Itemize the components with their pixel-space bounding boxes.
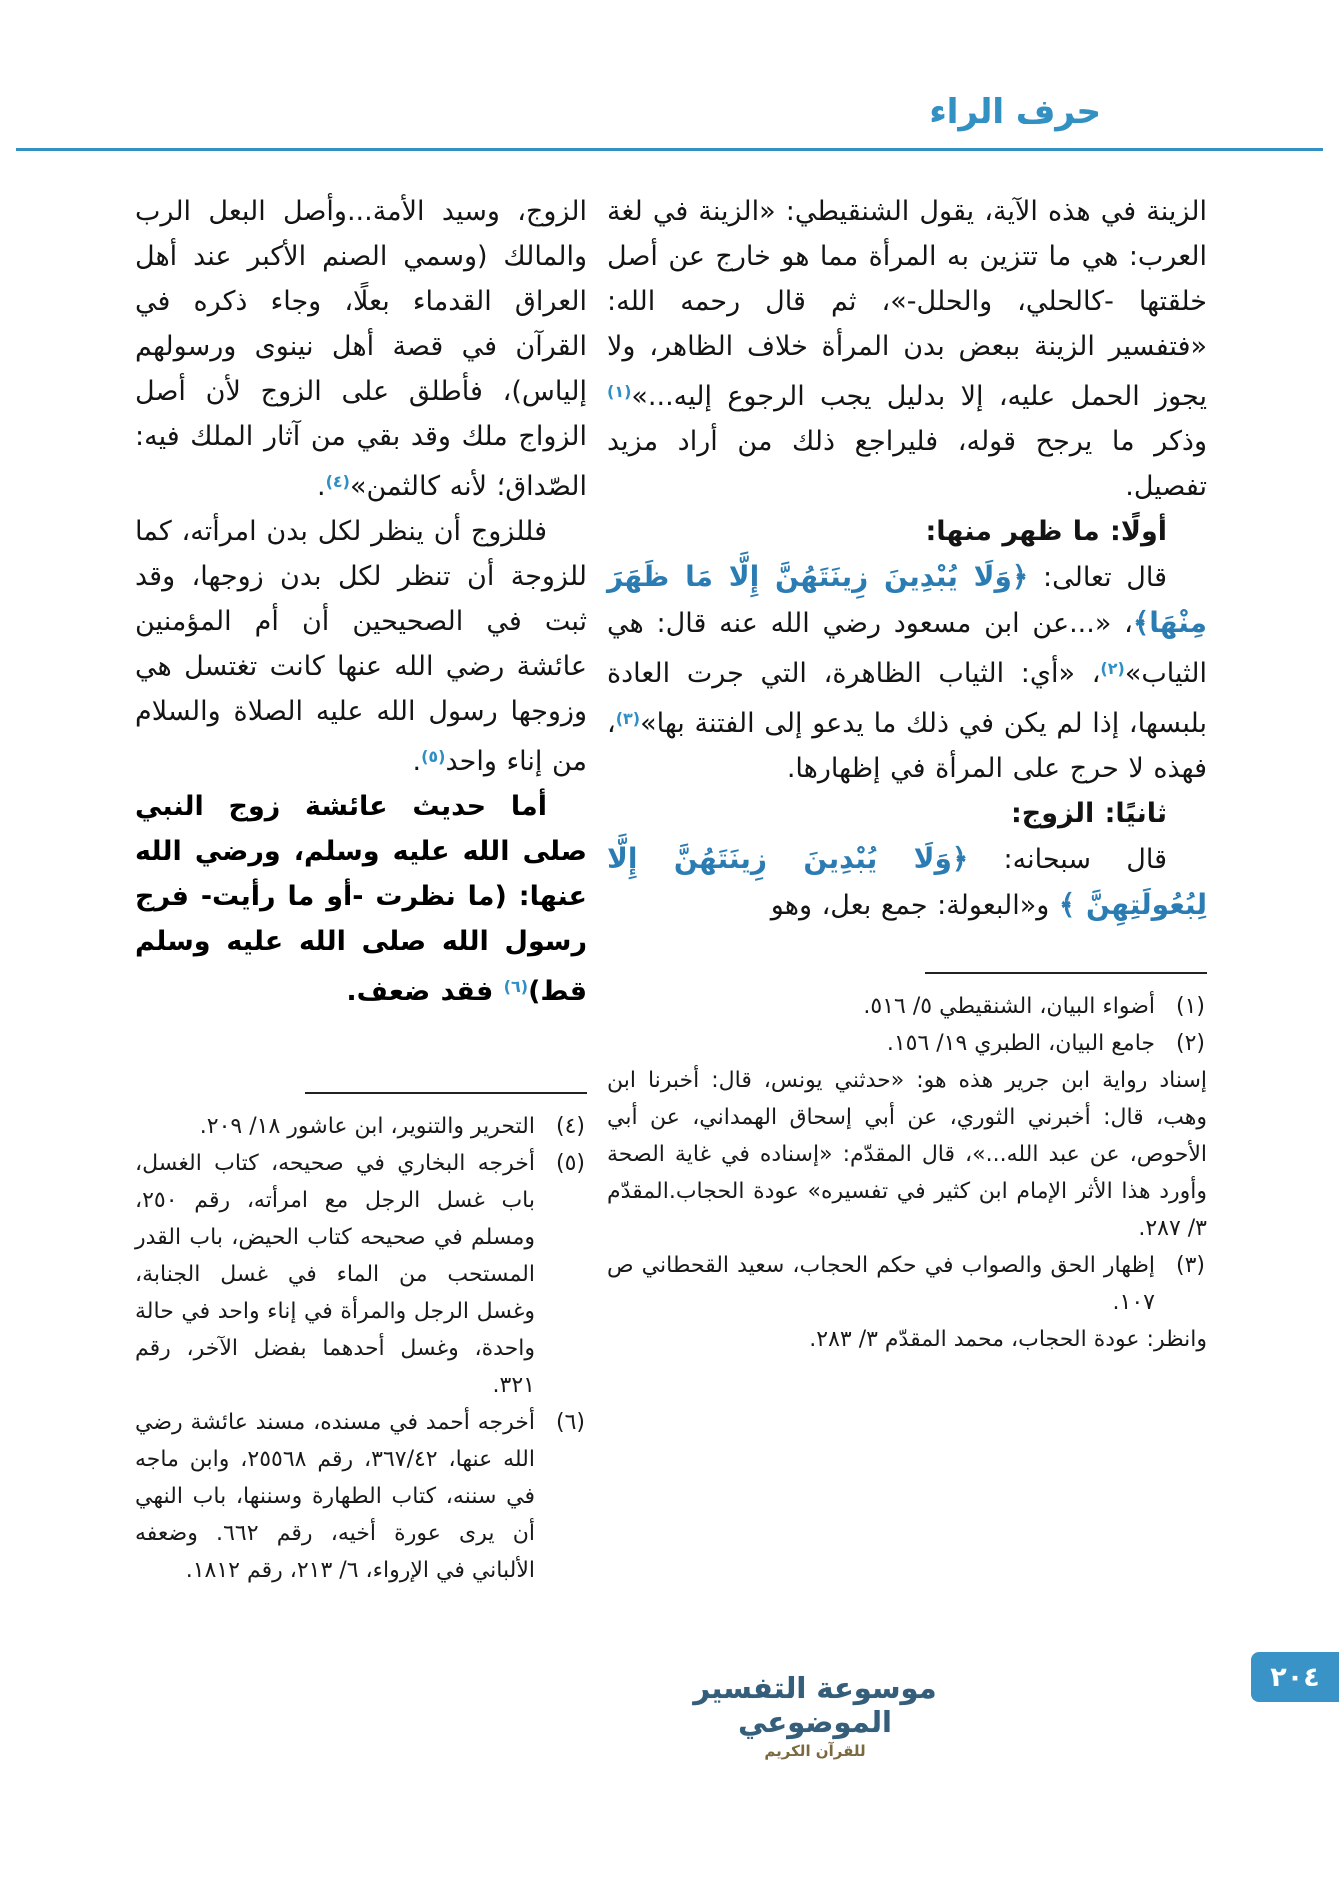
footnote-separator xyxy=(305,1092,587,1094)
body-text: قال سبحانه: xyxy=(968,844,1167,875)
footnote-text: إظهار الحق والصواب في حكم الحجاب، سعيد القحطاني ص ١٠٧. xyxy=(607,1253,1155,1315)
footnote-marker: (٢) xyxy=(1100,659,1125,678)
footnote-number: (٣) xyxy=(1175,1253,1205,1278)
column-right xyxy=(607,189,1207,1589)
body-text: وذكر ما يرجح قوله، فليراجع ذلك من أراد مزيد تفصيل. xyxy=(607,426,1207,502)
page-number: ٢٠٤ xyxy=(1270,1661,1320,1693)
body-text: الزوج، وسيد الأمة...وأصل البعل الرب والمالك (وسمي الصنم الأكبر عند أهل العراق القدماء بعلًا، وجاء ذكره في القرآن في قصة أهل نينوى ورسولهم إلياس)، فأطلق على الزوج لأن أصل الزواج ملك وقد بقي من آثار الملك فيه: الصّداق؛ لأنه كالثمن» xyxy=(135,196,587,502)
footnote xyxy=(135,1108,587,1145)
column-left-body xyxy=(135,189,587,1014)
footnote-text: أخرجه أحمد في مسنده، مسند عائشة رضي الله عنها، ٣٦٧/٤٢، رقم ٢٥٥٦٨، وابن ماجه في سننه، كتاب الطهارة وسننها، باب النهي أن يرى عورة أخيه، رقم ٦٦٢. وضعفه الألباني في الإرواء، ٦/ ٢١٣، رقم ١٨١٢. xyxy=(135,1410,536,1583)
footnote xyxy=(607,1025,1207,1247)
footnote-marker: (٤) xyxy=(325,472,350,491)
footnote-text: وانظر: عودة الحجاب، محمد المقدّم ٣/ ٢٨٣. xyxy=(809,1327,1207,1352)
body-text: ثانيًا: الزوج: xyxy=(1011,798,1167,829)
footnote-marker: (٣) xyxy=(615,709,641,728)
paragraph xyxy=(607,554,1207,791)
body-text: فقد ضعف. xyxy=(346,976,504,1007)
footnote xyxy=(607,988,1207,1025)
paragraph xyxy=(135,189,587,509)
paragraph xyxy=(607,836,1207,928)
column-right-body xyxy=(607,189,1207,928)
section-heading xyxy=(607,509,1207,554)
publisher-logo-title: موسوعة التفسير الموضوعي xyxy=(693,1671,937,1739)
paragraph xyxy=(135,784,587,1014)
footnote-number: (٤) xyxy=(555,1114,585,1139)
footnote-text: أضواء البيان، الشنقيطي ٥/ ٥١٦. xyxy=(863,994,1155,1019)
footnote-number: (١) xyxy=(1175,994,1205,1019)
footnote-marker: (١) xyxy=(607,382,632,401)
footnote xyxy=(135,1404,587,1589)
paragraph xyxy=(135,509,587,784)
publisher-logo-subtitle: للقرآن الكريم xyxy=(764,1742,866,1760)
body-text: ، «...عن ابن مسعود رضي الله عنه قال: هي الثياب» xyxy=(607,608,1207,689)
footnote-text: أخرجه البخاري في صحيحه، كتاب الغسل، باب غسل الرجل مع امرأته، رقم ٢٥٠، ومسلم في صحيحه كتاب الحيض، باب القدر المستحب من الماء في غسل الجنابة، وغسل الرجل والمرأة في إناء واحد في حالة واحدة، وغسل أحدهما بفضل الآخر، رقم ٣٢١. xyxy=(135,1151,535,1398)
footnote-number: (٥) xyxy=(555,1151,585,1176)
body-text: ، فهذه لا حرج على المرأة في إظهارها. xyxy=(607,708,1207,784)
quran-verse: ﴿وَلَا يُبْدِينَ زِينَتَهُنَّ إِلَّا مَا ظَهَرَ مِنْهَا﴾ xyxy=(607,560,1207,639)
publisher-logo xyxy=(655,1671,975,1760)
chapter-title: حرف الراء xyxy=(929,92,1101,132)
body-text: قال تعالى: xyxy=(1028,562,1167,593)
quran-verse: ﴿وَلَا يُبْدِينَ زِينَتَهُنَّ إِلَّا لِبُعُولَتِهِنَّ ﴾ xyxy=(607,842,1207,921)
footnote-number: (٢) xyxy=(1175,1031,1205,1056)
footnote-text: إسناد رواية ابن جرير هذه هو: «حدثني يونس، قال: أخبرنا ابن وهب، قال: أخبرني الثوري، عن أبي إسحاق الهمداني، عن أبي الأحوص، عن عبد الله...»، قال المقدّم: «إسناده في غاية الصحة وأورد هذا الأثر الإمام ابن كثير في تفسيره» عودة الحجاب.المقدّم ٣/ ٢٨٧. xyxy=(607,1068,1207,1241)
body-text: . xyxy=(316,471,326,502)
body-text: . xyxy=(412,746,422,777)
column-left xyxy=(135,189,587,1589)
body-text: الزينة في هذه الآية، يقول الشنقيطي: «الزينة في لغة العرب: هي ما تتزين به المرأة مما هو خارج عن أصل خلقتها -كالحلي، والحلل-»، ثم قال رحمه الله: «فتفسير الزينة ببعض بدن المرأة خلاف الظاهر، ولا يجوز الحمل عليه، إلا بدليل يجب الرجوع إليه...» xyxy=(607,196,1207,412)
footnote-number: (٦) xyxy=(555,1410,585,1435)
footnote xyxy=(607,1247,1207,1358)
footnote xyxy=(135,1145,587,1404)
body-text: أما حديث عائشة زوج النبي صلى الله عليه وسلم، ورضي الله عنها: (ما نظرت -أو ما رأيت- فرج رسول الله صلى الله عليه وسلم قط) xyxy=(135,791,587,1007)
body-text: أولًا: ما ظهر منها: xyxy=(925,516,1167,547)
section-heading xyxy=(607,791,1207,836)
footnote-separator xyxy=(925,972,1207,974)
footnote-text: التحرير والتنوير، ابن عاشور ١٨/ ٢٠٩. xyxy=(199,1114,535,1139)
footnote-text: جامع البيان، الطبري ١٩/ ١٥٦. xyxy=(886,1031,1155,1056)
page-content xyxy=(0,151,1339,1589)
page-header xyxy=(0,0,1339,132)
column-left-footnotes xyxy=(135,1108,587,1589)
column-right-footnotes xyxy=(607,988,1207,1358)
footnote-marker: (٥) xyxy=(421,747,446,766)
body-text: ، «أي: الثياب الظاهرة، التي جرت العادة بلبسها، إذا لم يكن في ذلك ما يدعو إلى الفتنة بها» xyxy=(607,658,1207,739)
body-text: و«البعولة: جمع بعل، وهو xyxy=(770,890,1059,921)
page-number-badge xyxy=(1251,1652,1339,1702)
paragraph xyxy=(607,189,1207,509)
body-text: فللزوج أن ينظر لكل بدن امرأته، كما للزوجة أن تنظر لكل بدن زوجها، وقد ثبت في الصحيحين أن أم المؤمنين عائشة رضي الله عنها كانت تغتسل هي وزوجها رسول الله عليه الصلاة والسلام من إناء واحد xyxy=(135,516,587,777)
footnote-marker: (٦) xyxy=(503,977,529,996)
